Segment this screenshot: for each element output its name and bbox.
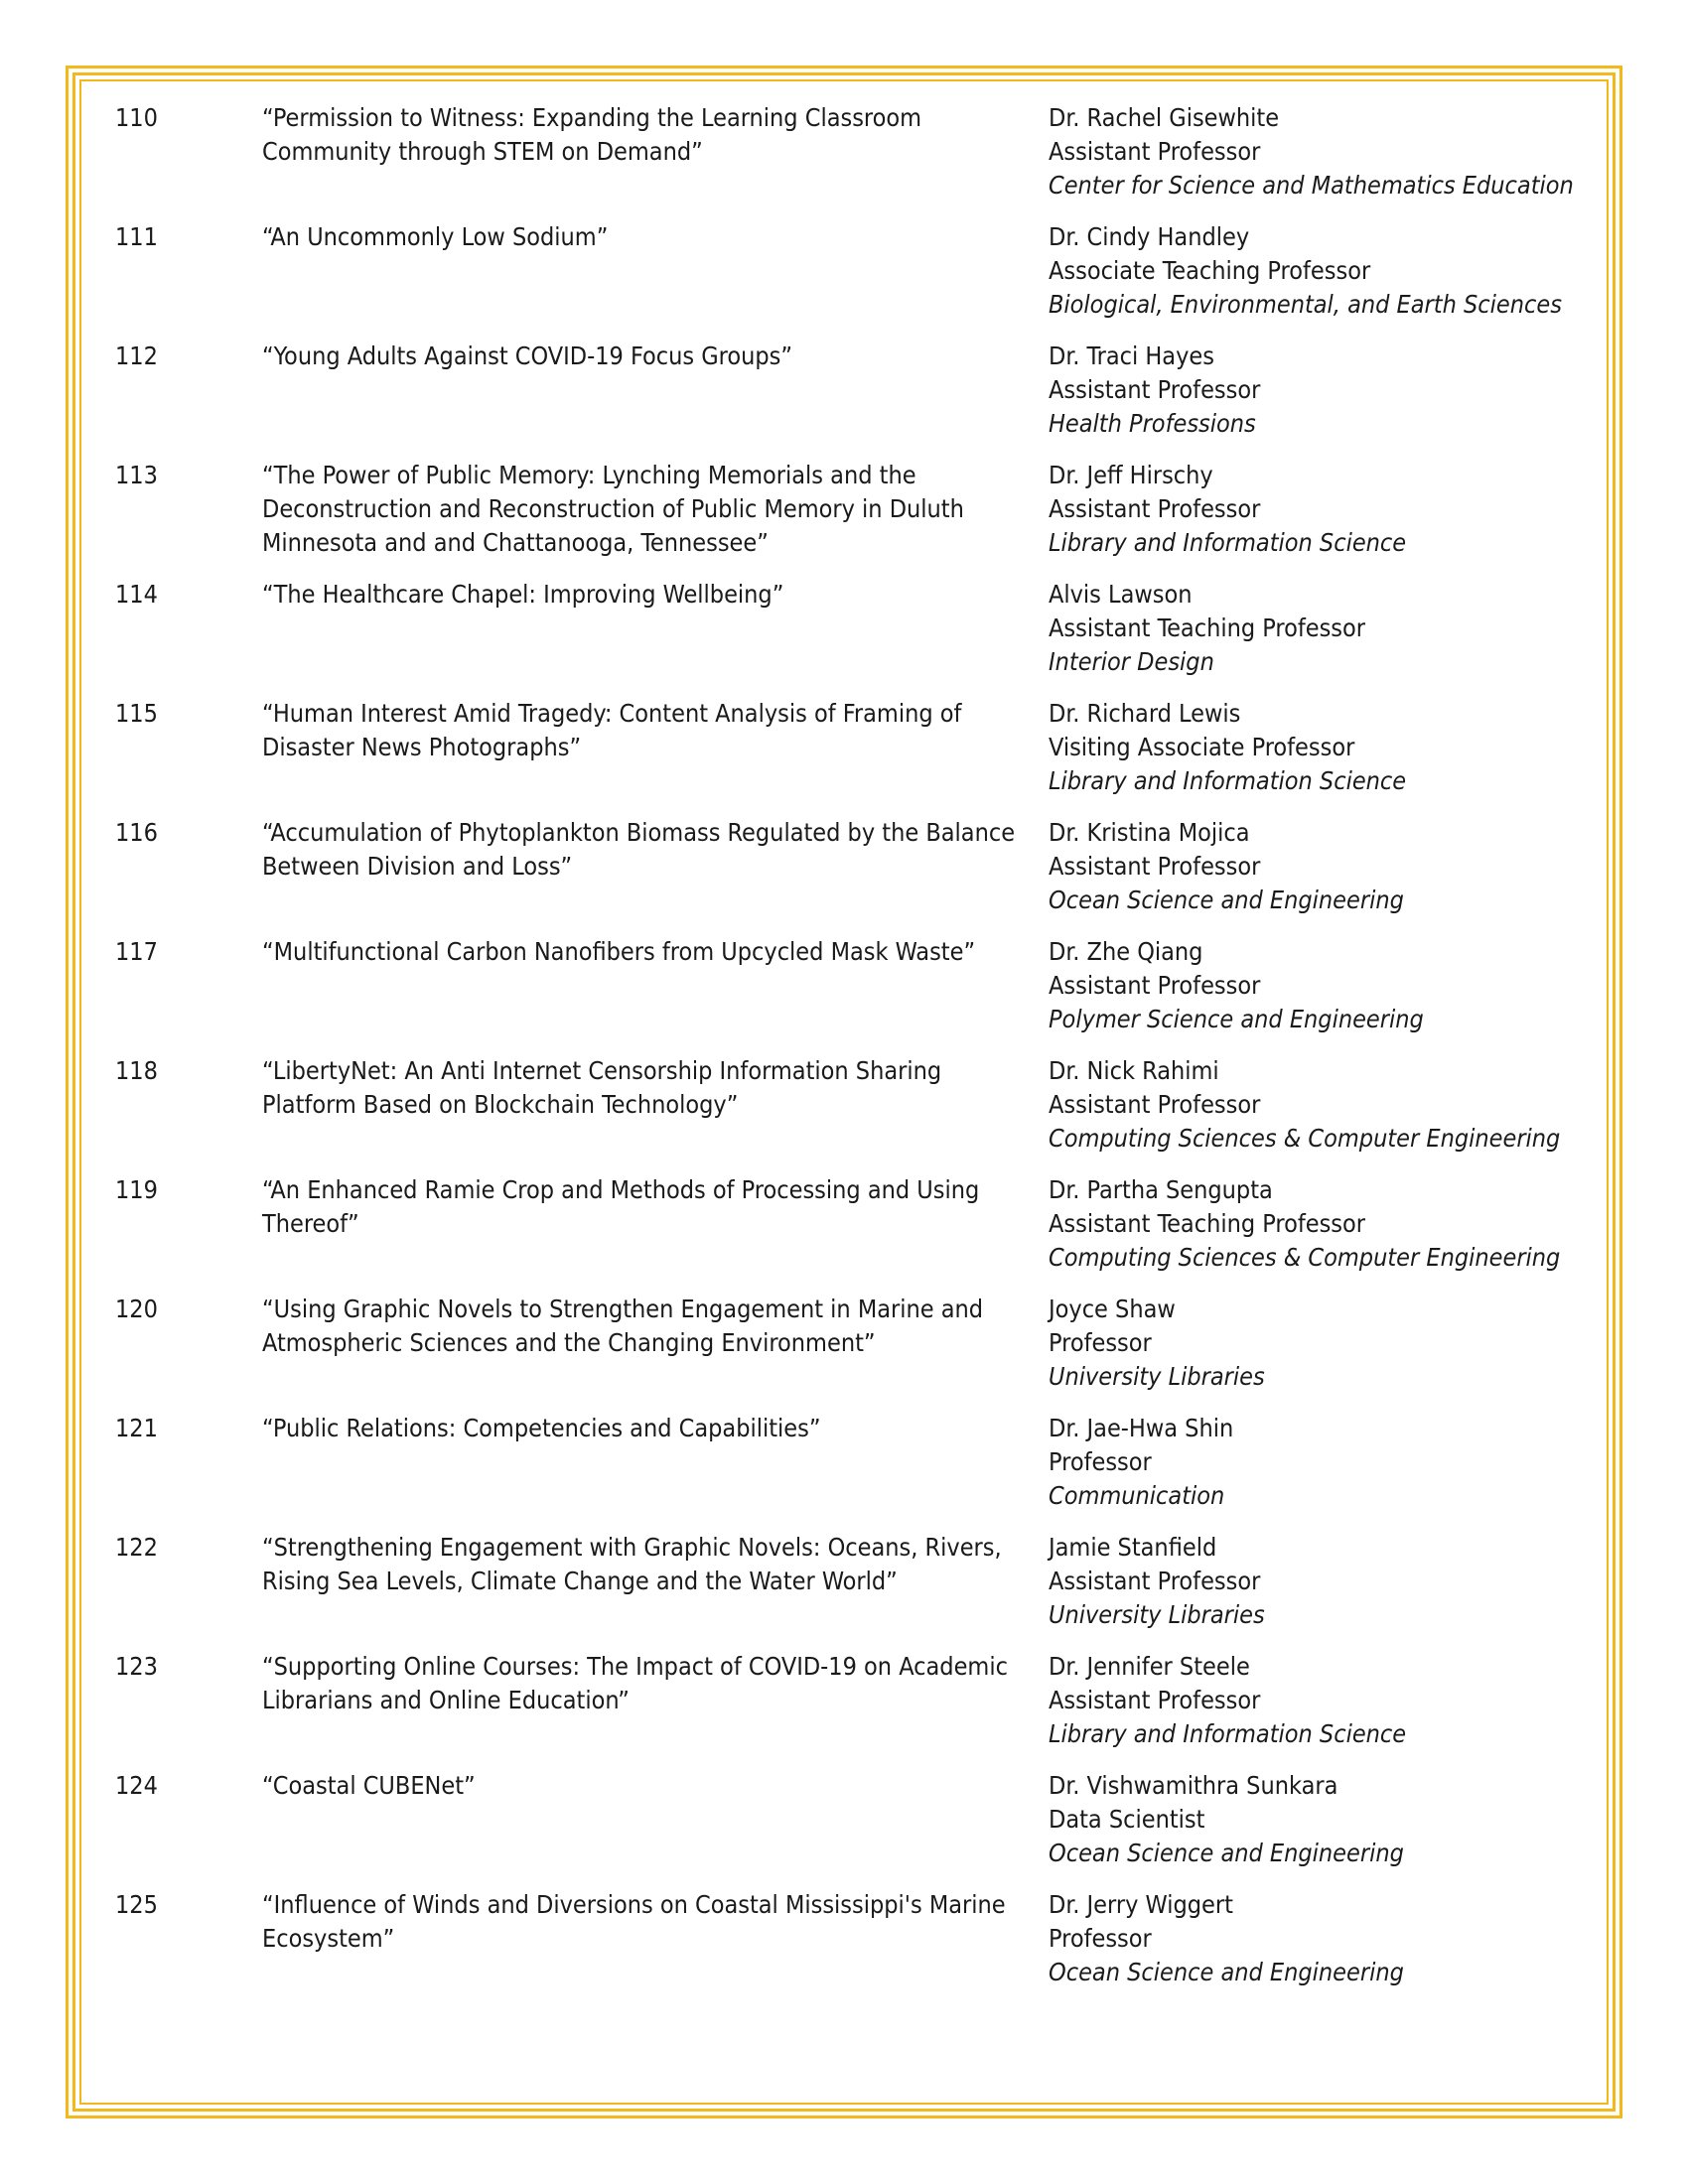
list-item xyxy=(115,935,1585,1036)
entry-title: “Strengthening Engagement with Graphic Novels: Oceans, Rivers, Rising Sea Levels, Climate Change and the Water World” xyxy=(262,1533,1002,1595)
entry-title: “Coastal CUBENet” xyxy=(262,1771,476,1800)
entry-number: 111 xyxy=(115,222,158,251)
person-name: Dr. Vishwamithra Sunkara xyxy=(1049,1771,1338,1800)
entry-number: 122 xyxy=(115,1533,158,1562)
list-item xyxy=(115,1531,1585,1632)
person-name: Dr. Partha Sengupta xyxy=(1049,1175,1273,1204)
person-department: Library and Information Science xyxy=(1049,1719,1407,1748)
entry-number: 117 xyxy=(115,937,158,966)
entry-person xyxy=(1049,935,1585,1036)
person-position: Visiting Associate Professor xyxy=(1049,733,1355,761)
list-item xyxy=(115,1412,1585,1513)
list-item xyxy=(115,1888,1585,1989)
entry-person xyxy=(1049,1650,1585,1751)
person-position: Professor xyxy=(1049,1328,1152,1357)
entry-person xyxy=(1049,1531,1585,1632)
entry-number: 119 xyxy=(115,1175,158,1204)
entry-number: 118 xyxy=(115,1056,158,1085)
person-position: Assistant Professor xyxy=(1049,1686,1261,1714)
entry-title: “Influence of Winds and Diversions on Coastal Mississippi's Marine Ecosystem” xyxy=(262,1890,1006,1953)
list-item xyxy=(115,578,1585,679)
person-position: Assistant Professor xyxy=(1049,1567,1261,1595)
person-name: Dr. Jeff Hirschy xyxy=(1049,461,1213,489)
entry-title: “Accumulation of Phytoplankton Biomass Regulated by the Balance Between Division and Loss” xyxy=(262,818,1016,881)
person-position: Assistant Professor xyxy=(1049,137,1261,166)
entry-title: “The Healthcare Chapel: Improving Wellbeing” xyxy=(262,580,784,609)
person-position: Associate Teaching Professor xyxy=(1049,256,1371,285)
entry-title: “An Enhanced Ramie Crop and Methods of Processing and Using Thereof” xyxy=(262,1175,980,1238)
person-name: Dr. Kristina Mojica xyxy=(1049,818,1250,847)
entry-number: 112 xyxy=(115,341,158,370)
person-department: Computing Sciences & Computer Engineering xyxy=(1049,1124,1561,1153)
person-department: University Libraries xyxy=(1049,1362,1265,1391)
person-position: Assistant Professor xyxy=(1049,971,1261,1000)
person-name: Jamie Stanfield xyxy=(1049,1533,1217,1562)
entry-person xyxy=(1049,101,1585,203)
list-item xyxy=(115,1054,1585,1156)
person-name: Dr. Traci Hayes xyxy=(1049,341,1214,370)
entry-person xyxy=(1049,459,1585,560)
person-department: Communication xyxy=(1049,1481,1225,1510)
list-item xyxy=(115,101,1585,203)
person-department: Ocean Science and Engineering xyxy=(1049,1958,1404,1986)
list-item xyxy=(115,697,1585,798)
person-position: Professor xyxy=(1049,1447,1152,1476)
person-department: Library and Information Science xyxy=(1049,528,1407,557)
person-department: Health Professions xyxy=(1049,409,1256,438)
entry-title: “An Uncommonly Low Sodium” xyxy=(262,222,609,251)
entry-number: 110 xyxy=(115,103,158,132)
person-department: Polymer Science and Engineering xyxy=(1049,1005,1424,1033)
person-department: Ocean Science and Engineering xyxy=(1049,1839,1404,1867)
person-name: Dr. Jerry Wiggert xyxy=(1049,1890,1233,1919)
list-item xyxy=(115,1173,1585,1275)
person-position: Assistant Professor xyxy=(1049,852,1261,881)
list-item xyxy=(115,340,1585,441)
list-item xyxy=(115,816,1585,917)
person-name: Dr. Rachel Gisewhite xyxy=(1049,103,1280,132)
entry-person xyxy=(1049,1293,1585,1394)
person-department: University Libraries xyxy=(1049,1600,1265,1629)
list-item xyxy=(115,1293,1585,1394)
entry-person xyxy=(1049,1412,1585,1513)
entry-person xyxy=(1049,697,1585,798)
person-name: Dr. Jae-Hwa Shin xyxy=(1049,1414,1234,1442)
person-name: Joyce Shaw xyxy=(1049,1295,1176,1323)
list-item xyxy=(115,459,1585,560)
person-name: Dr. Cindy Handley xyxy=(1049,222,1250,251)
person-department: Computing Sciences & Computer Engineering xyxy=(1049,1243,1561,1272)
entry-number: 121 xyxy=(115,1414,158,1442)
person-department: Ocean Science and Engineering xyxy=(1049,886,1404,914)
person-position: Assistant Professor xyxy=(1049,494,1261,523)
entry-title: “Young Adults Against COVID-19 Focus Groups” xyxy=(262,341,793,370)
person-position: Assistant Professor xyxy=(1049,375,1261,404)
entry-list xyxy=(115,101,1585,2007)
entry-number: 113 xyxy=(115,461,158,489)
entry-title: “Human Interest Amid Tragedy: Content Analysis of Framing of Disaster News Photographs” xyxy=(262,699,962,761)
person-name: Dr. Jennifer Steele xyxy=(1049,1652,1250,1681)
entry-person xyxy=(1049,1173,1585,1275)
person-department: Library and Information Science xyxy=(1049,766,1407,795)
entry-title: “Supporting Online Courses: The Impact of COVID-19 on Academic Librarians and Online Education” xyxy=(262,1652,1008,1714)
entry-number: 120 xyxy=(115,1295,158,1323)
entry-person xyxy=(1049,1054,1585,1156)
entry-title: “Permission to Witness: Expanding the Learning Classroom Community through STEM on Demand” xyxy=(262,103,922,166)
entry-person xyxy=(1049,1769,1585,1870)
entry-person xyxy=(1049,1888,1585,1989)
entry-person xyxy=(1049,816,1585,917)
person-department: Interior Design xyxy=(1049,647,1214,676)
entry-person xyxy=(1049,220,1585,322)
person-position: Assistant Professor xyxy=(1049,1090,1261,1119)
entry-person xyxy=(1049,578,1585,679)
entry-number: 123 xyxy=(115,1652,158,1681)
person-position: Data Scientist xyxy=(1049,1805,1205,1834)
list-item xyxy=(115,220,1585,322)
entry-title: “Public Relations: Competencies and Capabilities” xyxy=(262,1414,821,1442)
entry-number: 116 xyxy=(115,818,158,847)
person-name: Dr. Zhe Qiang xyxy=(1049,937,1203,966)
person-department: Center for Science and Mathematics Education xyxy=(1049,171,1574,200)
list-item xyxy=(115,1650,1585,1751)
entry-title: “Multifunctional Carbon Nanofibers from Upcycled Mask Waste” xyxy=(262,937,976,966)
entry-title: “Using Graphic Novels to Strengthen Engagement in Marine and Atmospheric Sciences and the Changing Environment” xyxy=(262,1295,984,1357)
entry-person xyxy=(1049,340,1585,441)
person-name: Alvis Lawson xyxy=(1049,580,1193,609)
entry-number: 124 xyxy=(115,1771,158,1800)
person-position: Assistant Teaching Professor xyxy=(1049,1209,1366,1238)
person-department: Biological, Environmental, and Earth Sciences xyxy=(1049,290,1562,319)
entry-title: “The Power of Public Memory: Lynching Memorials and the Deconstruction and Reconstruction of Public Memory in Duluth Minnesota and and Chattanooga, Tennessee” xyxy=(262,461,964,557)
person-position: Professor xyxy=(1049,1924,1152,1953)
entry-title: “LibertyNet: An Anti Internet Censorship Information Sharing Platform Based on Blockchain Technology” xyxy=(262,1056,942,1119)
person-name: Dr. Richard Lewis xyxy=(1049,699,1241,728)
person-name: Dr. Nick Rahimi xyxy=(1049,1056,1219,1085)
entry-number: 125 xyxy=(115,1890,158,1919)
entry-number: 114 xyxy=(115,580,158,609)
entry-number: 115 xyxy=(115,699,158,728)
list-item xyxy=(115,1769,1585,1870)
person-position: Assistant Teaching Professor xyxy=(1049,614,1366,642)
